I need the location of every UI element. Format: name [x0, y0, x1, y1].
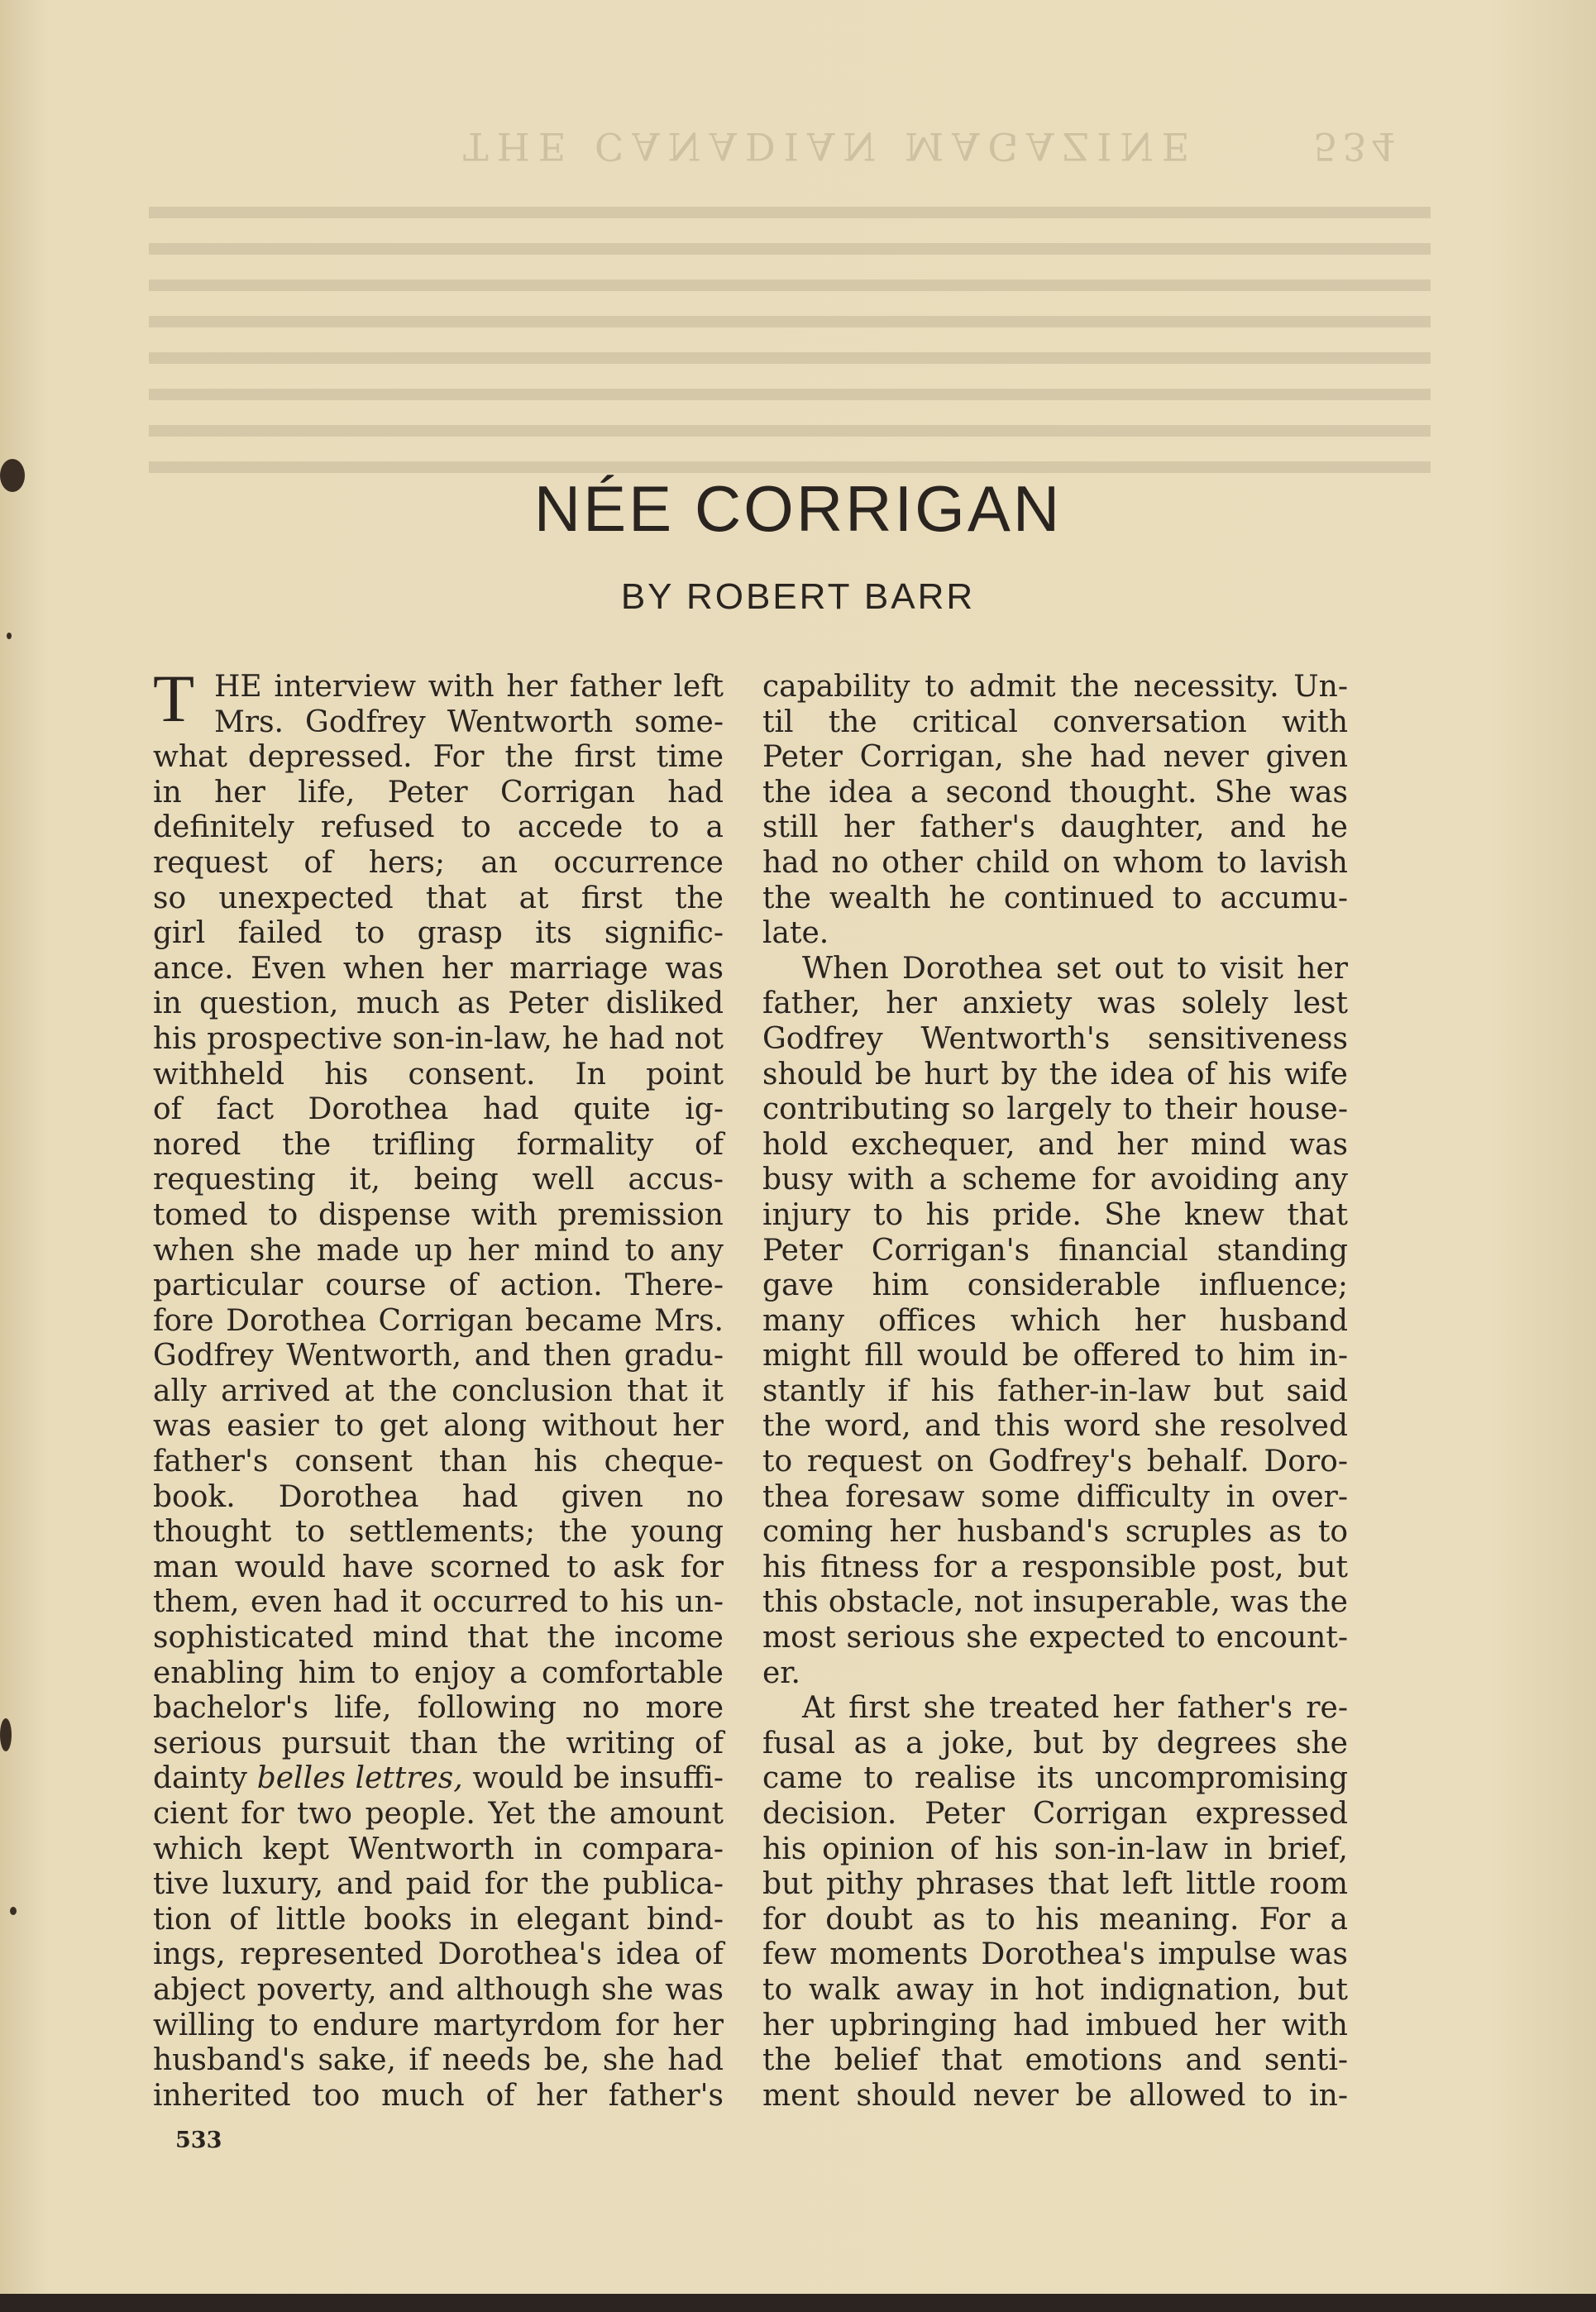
text-line: book. Dorothea had given no [153, 1479, 724, 1514]
text-line: which kept Wentworth in compara- [153, 1832, 724, 1866]
margin-speck [10, 1907, 17, 1915]
text-line: this obstacle, not insuperable, was the [762, 1585, 1348, 1620]
text-line: them, even had it occurred to his un- [153, 1585, 724, 1620]
text-line: in her life, Peter Corrigan had [153, 775, 724, 810]
text-line: At first she treated her father's re- [802, 1691, 1348, 1726]
text-line: contributing so largely to their house- [762, 1092, 1348, 1127]
text-line: dainty belles lettres, would be insuffi- [153, 1761, 724, 1796]
text-line: Peter Corrigan, she had never given [762, 740, 1348, 775]
text-line: so unexpected that at first the [153, 881, 724, 915]
drop-cap: T [153, 661, 195, 736]
text-line: Peter Corrigan's financial standing [762, 1233, 1348, 1268]
text-line: might fill would be offered to him in- [762, 1339, 1348, 1373]
text-line: injury to his pride. She knew that [762, 1197, 1348, 1232]
text-line: father's consent than his cheque- [153, 1445, 724, 1479]
text-line: tion of little books in elegant bind- [153, 1902, 724, 1937]
text-line: til the critical conversation with [762, 705, 1348, 739]
text-line: the idea a second thought. She was [762, 775, 1348, 810]
text-line: came to realise its uncompromising [762, 1761, 1348, 1796]
text-line: the word, and this word she resolved [762, 1409, 1348, 1444]
text-line: enabling him to enjoy a comfortable [153, 1655, 724, 1690]
text-line: but pithy phrases that left little room [762, 1867, 1348, 1902]
bleed-through-page-number: 534 [1313, 124, 1401, 169]
text-line: ally arrived at the conclusion that it [153, 1373, 724, 1408]
text-line: stantly if his father-in-law but said [762, 1373, 1348, 1408]
text-line: girl failed to grasp its signific- [153, 916, 724, 951]
text-line: gave him considerable influence; [762, 1268, 1348, 1303]
text-line: inherited too much of her father's [153, 2078, 724, 2113]
text-line: decision. Peter Corrigan expressed [762, 1797, 1348, 1831]
text-line: requesting it, being well accus- [153, 1163, 724, 1197]
text-line: to request on Godfrey's behalf. Doro- [762, 1445, 1348, 1479]
text-line: fore Dorothea Corrigan became Mrs. [153, 1303, 724, 1338]
text-line: Godfrey Wentworth, and then gradu- [153, 1339, 724, 1373]
text-line: serious pursuit than the writing of [153, 1726, 724, 1760]
text-line: ment should never be allowed to in- [762, 2078, 1348, 2113]
text-line: bachelor's life, following no more [153, 1691, 724, 1726]
text-line: was easier to get along without her [153, 1409, 724, 1444]
text-line: what depressed. For the first time [153, 740, 724, 775]
text-line: husband's sake, if needs be, she had [153, 2043, 724, 2078]
article-byline: BY ROBERT BARR [620, 576, 976, 617]
text-line: nored the trifling formality of [153, 1127, 724, 1162]
text-line: thought to settlements; the young [153, 1515, 724, 1550]
text-line: should be hurt by the idea of his wife [762, 1057, 1348, 1092]
italic-phrase: belles lettres, [256, 1761, 463, 1796]
text-line: when she made up her mind to any [153, 1233, 724, 1268]
text-line: to walk away in hot indignation, but [762, 1972, 1348, 2007]
left-column [153, 661, 724, 2114]
text-line: particular course of action. There- [153, 1268, 724, 1303]
article-title: NÉE CORRIGAN [533, 472, 1063, 545]
text-line: sophisticated mind that the income [153, 1621, 724, 1655]
text-line: her upbringing had imbued her with [762, 2008, 1348, 2042]
text-line: coming her husband's scruples as to [762, 1515, 1348, 1550]
text-line: the wealth he continued to accumu- [762, 881, 1348, 915]
text-line: ings, represented Dorothea's idea of [153, 1937, 724, 1972]
text-line: definitely refused to accede to a [153, 810, 724, 845]
text-line: late. [762, 916, 829, 951]
bleed-through-header: THE CANADIAN MAGAZINE [463, 124, 1198, 169]
text-line: willing to endure martyrdom for her [153, 2008, 724, 2042]
text-line: T HE interview with her father left [153, 661, 724, 736]
text-line: Mrs. Godfrey Wentworth some- [214, 705, 724, 739]
text-line: few moments Dorothea's impulse was [762, 1937, 1348, 1972]
text-line: request of hers; an occurrence [153, 845, 724, 880]
bleed-through-text [149, 207, 1431, 480]
text-line: tive luxury, and paid for the publica- [153, 1867, 724, 1902]
text-line: for doubt as to his meaning. For a [762, 1902, 1348, 1937]
text-line: man would have scorned to ask for [153, 1550, 724, 1584]
text-line: withheld his consent. In point [153, 1057, 724, 1092]
text-line: most serious she expected to encount- [762, 1621, 1348, 1655]
text-line: father, her anxiety was solely lest [762, 986, 1348, 1021]
text-line: of fact Dorothea had quite ig- [153, 1092, 724, 1127]
text-line: capability to admit the necessity. Un- [762, 670, 1348, 704]
text-line: thea foresaw some difficulty in over- [762, 1479, 1348, 1514]
text-line: busy with a scheme for avoiding any [762, 1163, 1348, 1197]
text-line: tomed to dispense with premission [153, 1197, 724, 1232]
text-line: hold exchequer, and her mind was [762, 1127, 1348, 1162]
text-line: had no other child on whom to lavish [762, 845, 1348, 880]
text-line: When Dorothea set out to visit her [802, 951, 1348, 986]
right-column [762, 670, 1348, 2114]
text-line: still her father's daughter, and he [762, 810, 1348, 845]
text-line: Godfrey Wentworth's sensitiveness [762, 1021, 1348, 1056]
text-line: many offices which her husband [762, 1303, 1348, 1338]
text-line: fusal as a joke, but by degrees she [762, 1726, 1348, 1760]
text-line: ance. Even when her marriage was [153, 951, 724, 986]
text-line: abject poverty, and although she was [153, 1972, 724, 2007]
text-line: his fitness for a responsible post, but [762, 1550, 1348, 1584]
text-line: in question, much as Peter disliked [153, 986, 724, 1021]
text-line: his opinion of his son-in-law in brief, [762, 1832, 1348, 1866]
text-line: the belief that emotions and senti- [762, 2043, 1348, 2078]
page-number: 533 [175, 2128, 222, 2153]
page-bottom-edge [0, 2294, 1596, 2312]
text-line: er. [762, 1655, 801, 1690]
text-line: cient for two people. Yet the amount [153, 1797, 724, 1831]
binding-hole-mark [0, 1718, 12, 1751]
margin-speck [7, 633, 12, 639]
text-line: his prospective son-in-law, he had not [153, 1021, 724, 1056]
